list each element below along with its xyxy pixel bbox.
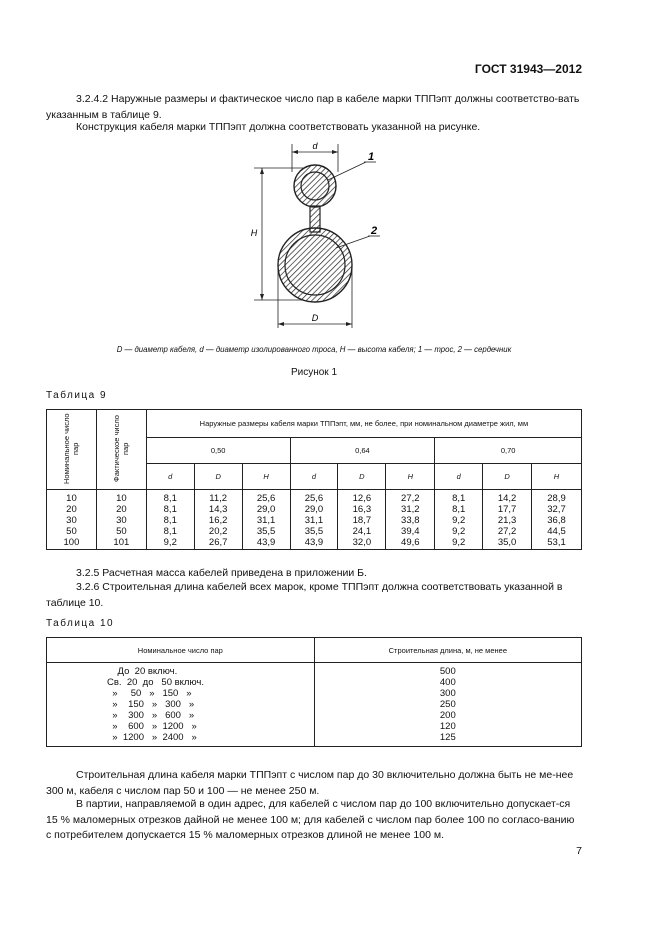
table-cell: 12,6	[338, 490, 386, 505]
table-cell: 18,7	[338, 515, 386, 526]
table-cell: 16,2	[194, 515, 242, 526]
table10-caption: Таблица 10	[46, 618, 115, 629]
table-cell: 8,1	[435, 490, 483, 505]
table-cell: 24,1	[338, 526, 386, 537]
table-cell: 11,2	[194, 490, 242, 505]
table-cell: 8,1	[146, 515, 194, 526]
table-cell: Св. 20 до 50 включ.	[47, 677, 315, 688]
table-cell: 53,1	[532, 537, 582, 550]
table-cell: 8,1	[435, 504, 483, 515]
table-cell: 14,2	[483, 490, 532, 505]
table-cell: 43,9	[290, 537, 338, 550]
header-nominal-pairs: Номинальное число пар	[47, 638, 315, 663]
table-cell: 49,6	[386, 537, 435, 550]
table-cell: 32,0	[338, 537, 386, 550]
table-cell: 20	[47, 504, 97, 515]
table-cell: 10	[47, 490, 97, 505]
table-row	[47, 526, 582, 537]
table-cell: 35,5	[242, 526, 290, 537]
table-cell: 35,5	[290, 526, 338, 537]
table-cell: 43,9	[242, 537, 290, 550]
table-cell: 8,1	[146, 504, 194, 515]
table-cell: 29,0	[242, 504, 290, 515]
subheader-D: D	[338, 464, 386, 490]
table-cell: 30	[47, 515, 97, 526]
figure-legend: D — диаметр кабеля, d — диаметр изолированного троса, H — высота кабеля; 1 — трос, 2 — сердечник	[116, 345, 512, 354]
cable-figure	[240, 140, 390, 330]
header-actual-pairs: Фактическое число пар	[96, 410, 146, 490]
subheader-H: H	[532, 464, 582, 490]
table-row	[47, 710, 582, 721]
subheader-d: d	[146, 464, 194, 490]
table-cell: » 150 » 300 »	[47, 699, 315, 710]
table-cell: 400	[314, 677, 581, 688]
table-cell: 20,2	[194, 526, 242, 537]
table-row	[47, 504, 582, 515]
header-construction-length: Строительная длина, м, не менее	[314, 638, 581, 663]
table-cell: 101	[96, 537, 146, 550]
table-row	[47, 515, 582, 526]
subheader-H: H	[242, 464, 290, 490]
subheader-d: d	[290, 464, 338, 490]
table-cell: 26,7	[194, 537, 242, 550]
table-row	[47, 490, 582, 505]
figure-caption: Рисунок 1	[290, 367, 338, 378]
table-cell: 28,9	[532, 490, 582, 505]
table-row	[47, 663, 582, 678]
table-cell: 16,3	[338, 504, 386, 515]
table-cell: 10	[96, 490, 146, 505]
subheader-D: D	[483, 464, 532, 490]
table-cell: 31,1	[290, 515, 338, 526]
paragraph-3-2-6: 3.2.6 Строительная длина кабелей всех марок, кроме ТППэпт должна соответствовать указанной в таблице 10.	[46, 581, 563, 609]
subheader-D: D	[194, 464, 242, 490]
header-diameter-070: 0,70	[435, 438, 582, 464]
label-d: d	[312, 141, 318, 151]
table-cell: 30	[96, 515, 146, 526]
table-row	[47, 699, 582, 710]
table-row	[47, 688, 582, 699]
table-row	[47, 721, 582, 732]
table-cell: » 1200 » 2400 »	[47, 732, 315, 747]
header-diameter-064: 0,64	[290, 438, 435, 464]
table-cell: 31,1	[242, 515, 290, 526]
callout-1: 1	[367, 151, 375, 163]
label-D: D	[311, 313, 319, 323]
table-cell: 39,4	[386, 526, 435, 537]
header-nominal-pairs: Номинальное число пар	[47, 410, 97, 490]
table-cell: » 50 » 150 »	[47, 688, 315, 699]
paragraph-3-2-4-2: 3.2.4.2 Наружные размеры и фактическое число пар в кабеле марки ТППэпт должны соответство-вать указанным в таблице 9.	[46, 93, 580, 121]
table-cell: 250	[314, 699, 581, 710]
table-cell: 20	[96, 504, 146, 515]
table-row	[47, 537, 582, 550]
table-cell: 200	[314, 710, 581, 721]
table-cell: 17,7	[483, 504, 532, 515]
table-cell: 120	[314, 721, 581, 732]
table-row	[47, 732, 582, 747]
subheader-H: H	[386, 464, 435, 490]
table-cell: 9,2	[146, 537, 194, 550]
table-cell: 27,2	[483, 526, 532, 537]
table-cell: » 600 » 1200 »	[47, 721, 315, 732]
table-cell: 9,2	[435, 526, 483, 537]
table-cell: 36,8	[532, 515, 582, 526]
cable-cross-section-drawing	[240, 140, 390, 330]
table-cell: 8,1	[146, 490, 194, 505]
table-cell: До 20 включ.	[47, 663, 315, 678]
label-H: H	[250, 228, 258, 238]
table-cell: » 300 » 600 »	[47, 710, 315, 721]
table-row	[47, 677, 582, 688]
page-number: 7	[576, 845, 582, 857]
table-cell: 50	[96, 526, 146, 537]
header-diameter-050: 0,50	[146, 438, 290, 464]
subheader-d: d	[435, 464, 483, 490]
table-cell: 50	[47, 526, 97, 537]
table-9	[46, 409, 582, 550]
table-cell: 21,3	[483, 515, 532, 526]
table-cell: 25,6	[242, 490, 290, 505]
table-cell: 44,5	[532, 526, 582, 537]
paragraph-3-2-5: 3.2.5 Расчетная масса кабелей приведена в приложении Б.	[76, 567, 367, 579]
table-cell: 125	[314, 732, 581, 747]
paragraph-short-lengths: В партии, направляемой в один адрес, для кабелей с числом пар до 100 включительно допускает-ся 15 % маломерных отрезков дайной не менее 100 м; для кабелей с числом пар более 100 по согласо-ванию с потребителем допускается 15 % маломерных отрезков длиной не менее 100 м.	[46, 798, 575, 841]
document-code: ГОСТ 31943—2012	[474, 62, 582, 76]
table-cell: 8,1	[146, 526, 194, 537]
paragraph-tppept-length: Строительная длина кабеля марки ТППэпт с числом пар до 30 включительно должна быть не ме-нее 300 м, кабеля с числом пар 50 и 100 — не менее 250 м.	[46, 769, 574, 797]
table-cell: 27,2	[386, 490, 435, 505]
table-cell: 14,3	[194, 504, 242, 515]
callout-2: 2	[370, 225, 378, 237]
table-cell: 25,6	[290, 490, 338, 505]
table-cell: 33,8	[386, 515, 435, 526]
table-cell: 31,2	[386, 504, 435, 515]
table9-caption: Таблица 9	[46, 390, 108, 401]
table-cell: 29,0	[290, 504, 338, 515]
table-cell: 35,0	[483, 537, 532, 550]
header-dimensions-group: Наружные размеры кабеля марки ТППэпт, мм, не более, при номинальном диаметре жил, мм	[146, 410, 581, 438]
table-10	[46, 637, 582, 747]
table-cell: 32,7	[532, 504, 582, 515]
table-cell: 9,2	[435, 515, 483, 526]
table-cell: 300	[314, 688, 581, 699]
paragraph-construction: Конструкция кабеля марки ТППэпт должна соответствовать указанной на рисунке.	[76, 121, 481, 133]
table-cell: 100	[47, 537, 97, 550]
table-cell: 500	[314, 663, 581, 678]
table-cell: 9,2	[435, 537, 483, 550]
